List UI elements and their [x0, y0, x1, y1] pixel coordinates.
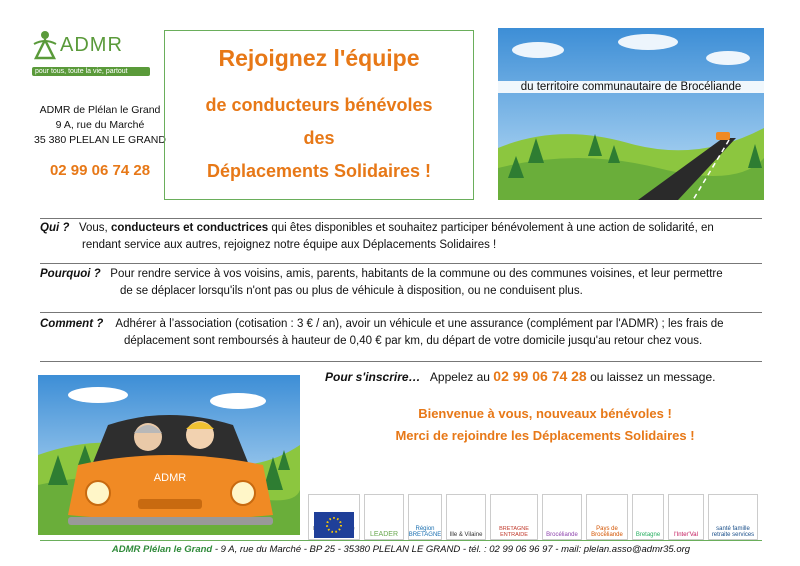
- logo-tagline: pour tous, toute la vie, partout: [32, 67, 150, 76]
- footer-contact: - 9 A, rue du Marché - BP 25 - 35380 PLELAN LE GRAND - tél. : 02 99 06 96 97 - mail: plelan.asso@admr35.org: [212, 544, 691, 555]
- comment-line2: déplacement sont remboursés à hauteur de 0,40 € par km, du départ de votre domicile jusqu'au retour chez vous.: [124, 335, 703, 347]
- title-box: [164, 30, 474, 200]
- address-line: 9 A, rue du Marché: [55, 119, 145, 131]
- partner-label: santé famille retraite services: [711, 526, 755, 538]
- partner-label: Brocéliande: [546, 532, 578, 538]
- partner-label: Bretagne: [635, 532, 661, 538]
- footer: [40, 544, 762, 555]
- partner-label: l'Inter'Val: [674, 532, 698, 538]
- title-line2: de conducteurs bénévoles: [205, 95, 433, 115]
- qui-pre: Vous,: [78, 222, 111, 234]
- pourquoi-line2: de se déplacer lorsqu'ils n'ont pas ou plus de véhicule à disposition, ou ne conduisent plus.: [120, 285, 583, 297]
- partner-logo-region: [408, 494, 442, 540]
- pourquoi-line1: Pour rendre service à vos voisins, amis, parents, habitants de la commune ou des communes voisines, et leur permettre: [110, 268, 723, 280]
- partner-logos: [308, 488, 764, 540]
- qui-post: qui êtes disponibles et souhaitez participer bénévolement à une action de solidarité, en: [268, 222, 714, 234]
- header-phone: 02 99 06 74 28: [49, 162, 151, 179]
- logo-text: ADMR: [60, 33, 123, 56]
- partner-logo-bretagne: [632, 494, 664, 540]
- admr-logo: [32, 30, 172, 78]
- partner-label: LEADER: [369, 531, 398, 538]
- partner-label: BRETAGNE ENTRAIDE: [499, 526, 529, 538]
- comment-line1: Adhérer à l’association (cotisation : 3 € / an), avoir un véhicule et une assurance (complément par l'ADMR) ; les frais de: [115, 318, 724, 330]
- footer-divider: [40, 540, 762, 541]
- qui-line2: rendant service aux autres, rejoignez notre équipe aux Déplacements Solidaires !: [82, 239, 497, 251]
- eu-flag-icon: [314, 512, 354, 538]
- address-block: [30, 103, 170, 148]
- section-label: Pourquoi ?: [40, 268, 101, 280]
- divider: [40, 312, 762, 313]
- inscribe-post: ou laissez un message.: [590, 370, 716, 384]
- section-label: Qui ?: [40, 222, 70, 234]
- inscribe-line: [325, 368, 715, 384]
- section-qui: [40, 220, 762, 254]
- section-comment: [40, 316, 762, 350]
- partner-label: Région BRETAGNE: [408, 526, 442, 538]
- inscribe-label: Pour s'inscrire…: [325, 370, 421, 384]
- partner-logo-eu: [308, 494, 360, 540]
- address-line: 35 380 PLELAN LE GRAND: [34, 134, 166, 146]
- inscribe-phone: 02 99 06 74 28: [493, 368, 587, 384]
- admr-figure-icon: [32, 30, 58, 60]
- scene-caption: du territoire communautaire de Brocéliande: [498, 81, 764, 93]
- inscribe-pre: Appelez au: [429, 370, 490, 384]
- partner-logo-leader: [364, 494, 404, 540]
- partner-logo-broceliande: [542, 494, 582, 540]
- title-line3: des: [303, 128, 335, 148]
- divider: [40, 263, 762, 264]
- partner-logo-entraide: [490, 494, 538, 540]
- partner-logo-ille-vilaine: [446, 494, 486, 540]
- partner-logo-interval: [668, 494, 704, 540]
- car-logo-text: ADMR: [153, 472, 187, 484]
- welcome-line2: Merci de rejoindre les Déplacements Solidaires !: [395, 428, 695, 443]
- partner-logo-msa: [708, 494, 758, 540]
- partner-logo-pays: [586, 494, 628, 540]
- car-illustration: [38, 375, 300, 535]
- divider: [40, 361, 762, 362]
- divider: [40, 218, 762, 219]
- partner-label: Pays de Brocéliande: [591, 526, 623, 538]
- section-pourquoi: [40, 266, 762, 300]
- title-line1: Rejoignez l'équipe: [218, 45, 420, 71]
- footer-org: ADMR Plélan le Grand: [111, 544, 213, 555]
- section-label: Comment ?: [40, 318, 104, 330]
- address-line: ADMR de Plélan le Grand: [39, 104, 161, 116]
- title-line4: Déplacements Solidaires !: [206, 161, 432, 181]
- welcome-line1: Bienvenue à vous, nouveaux bénévoles !: [418, 406, 672, 421]
- welcome-message: [325, 403, 765, 447]
- landscape-illustration: [498, 28, 764, 200]
- partner-label: Ille & Vilaine: [449, 532, 483, 538]
- qui-bold: conducteurs et conductrices: [110, 222, 269, 234]
